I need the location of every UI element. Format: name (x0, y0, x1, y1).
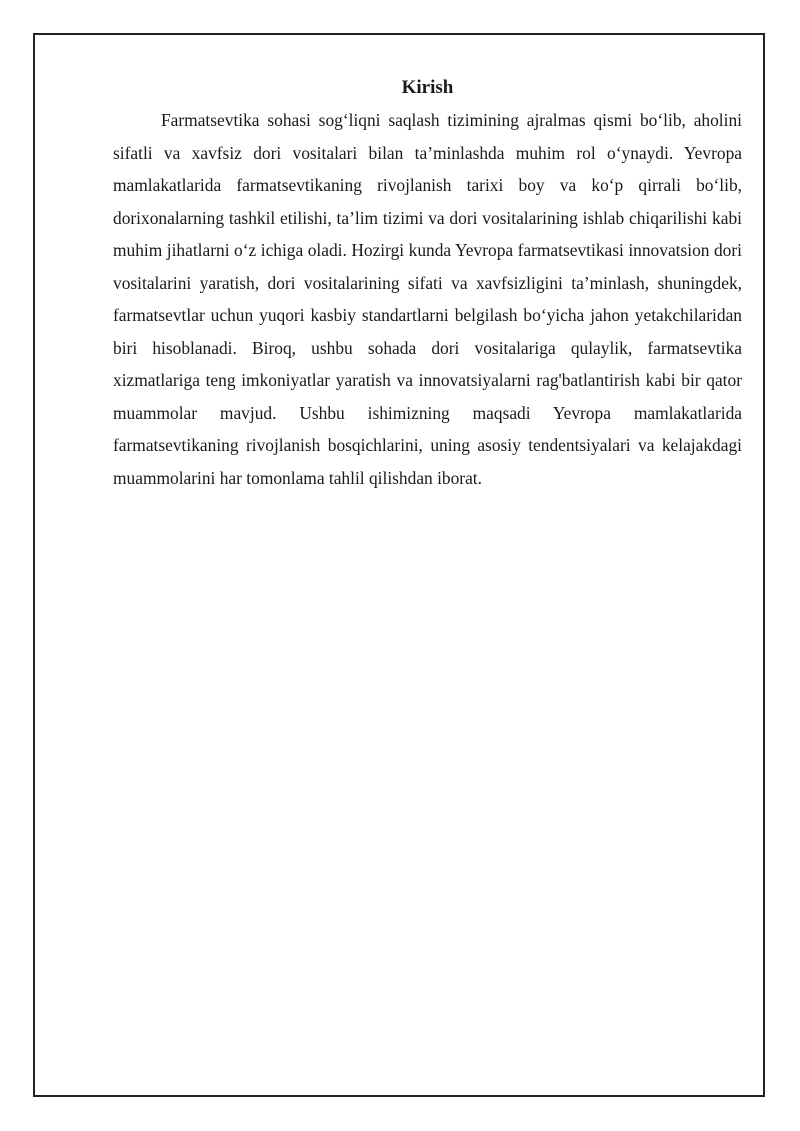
document-content (113, 74, 742, 494)
page-title: Kirish (401, 77, 454, 98)
intro-paragraph: Farmatsevtika sohasi sog‘liqni saqlash tizimining ajralmas qismi bo‘lib, aholini sifatli va xavfsiz dori vositalari bilan ta’minlashda muhim rol o‘ynaydi. Yevropa mamlakatlarida farmatsevtikaning rivojlanish tarixi boy va ko‘p qirrali bo‘lib, dorixonalarning tashkil etilishi, ta’lim tizimi va dori vositalarining ishlab chiqarilishi kabi muhim jihatlarni o‘z ichiga oladi. Hozirgi kunda Yevropa farmatsevtikasi innovatsion dori vositalarini yaratish, dori vositalarining sifati va xavfsizligini ta’minlash, shuningdek, farmatsevtlar uchun yuqori kasbiy standartlarni belgilash bo‘yicha jahon yetakchilaridan biri hisoblanadi. Biroq, ushbu sohada dori vositalariga qulaylik, farmatsevtika xizmatlariga teng imkoniyatlar yaratish va innovatsiyalarni rag'batlantirish kabi bir qator muammolar mavjud. Ushbu ishimizning maqsadi Yevropa mamlakatlarida farmatsevtikaning rivojlanish bosqichlarini, uning asosiy tendentsiyalari va kelajakdagi muammolarini har tomonlama tahlil qilishdan iborat. (113, 110, 742, 488)
